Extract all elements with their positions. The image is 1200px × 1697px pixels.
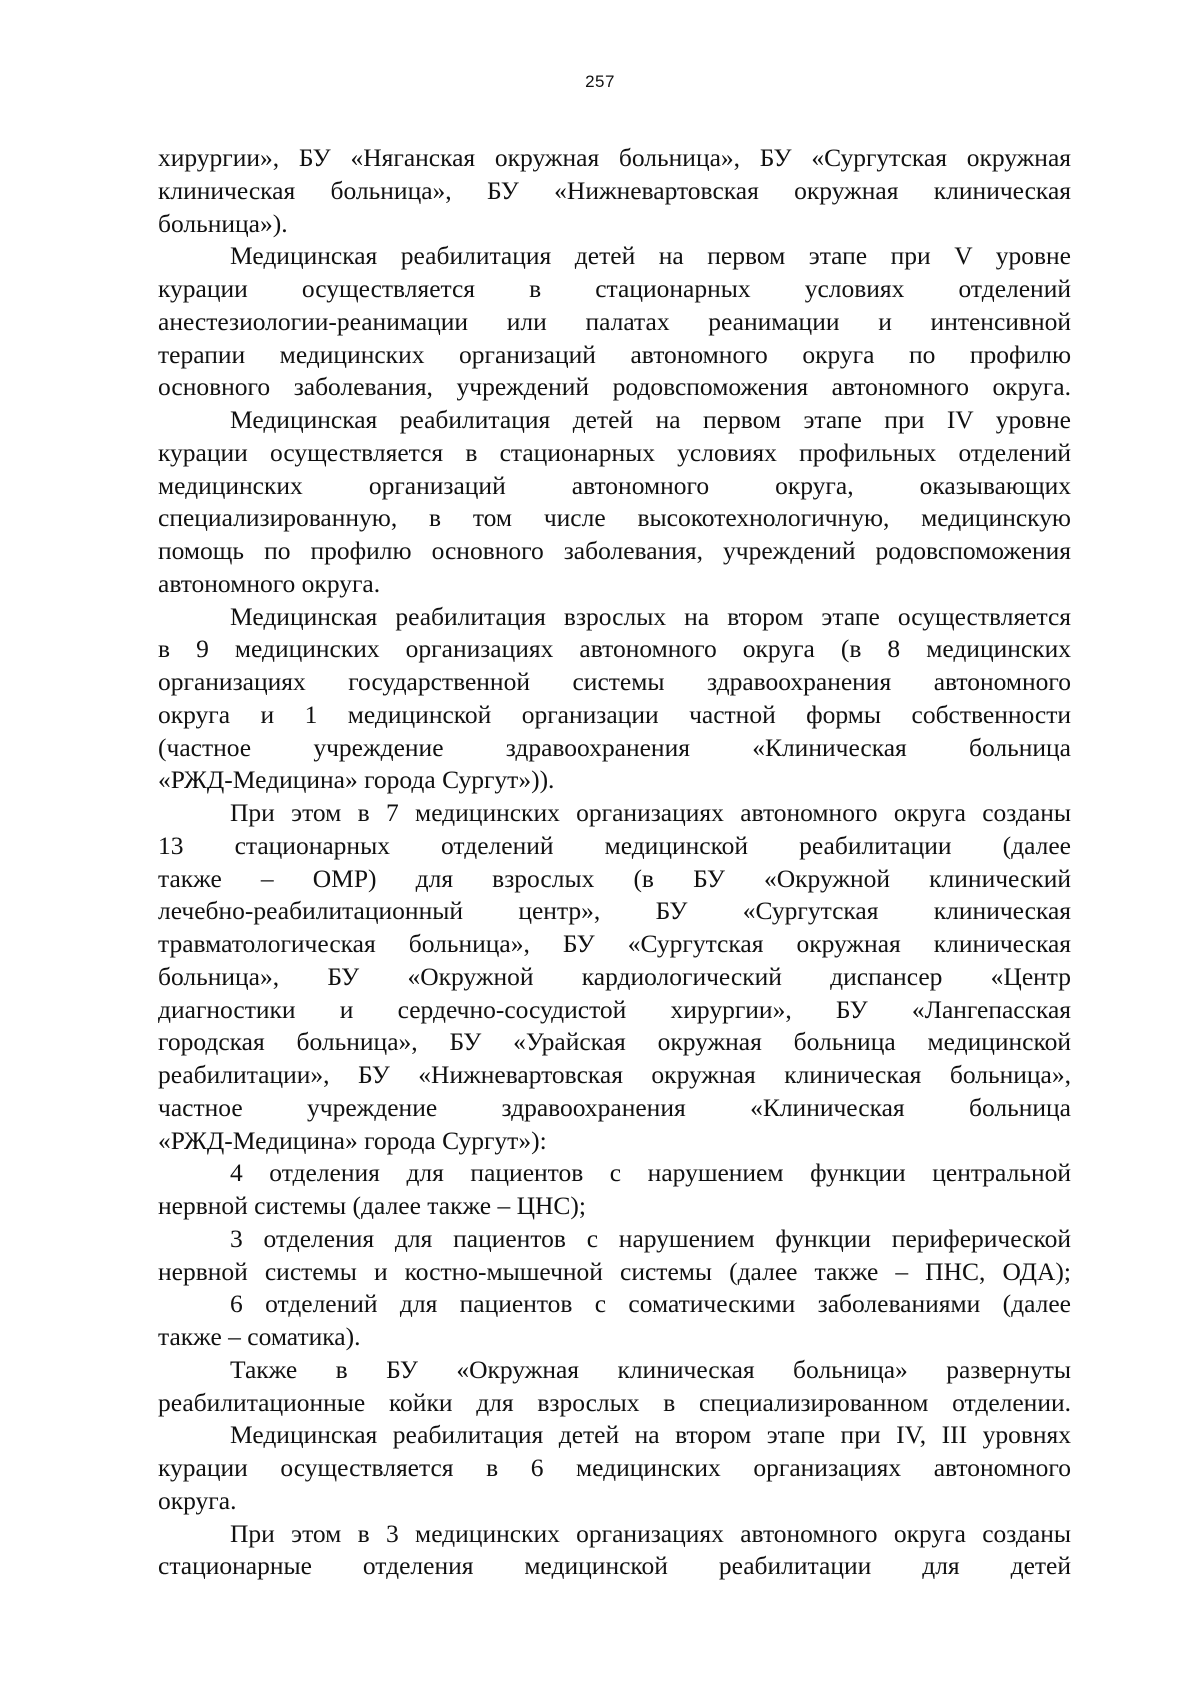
text-line: (частное учреждение здравоохранения «Клиническая больница [158,732,1071,762]
text-line: реабилитации», БУ «Нижневартовская окружная клиническая больница», [158,1060,1071,1089]
text-line: также – ОМР) для взрослых (в БУ «Окружной клинический [158,863,1071,893]
text-line: больница»). [158,208,288,238]
text-line: также – соматика). [158,1322,361,1351]
text-line: медицинских организаций автономного округа, оказывающих [158,470,1071,500]
text-line: реабилитационные койки для взрослых в специализированном отделении. [158,1387,1071,1417]
text-line: нервной системы (далее также – ЦНС); [158,1191,586,1220]
text-line: основного заболевания, учреждений родовспоможения автономного округа. [158,372,1071,402]
text-line: клиническая больница», БУ «Нижневартовская окружная клиническая [158,175,1071,205]
page-number: 257 [585,72,615,91]
text-line: курации осуществляется в стационарных условиях отделений [158,274,1071,303]
text-line: При этом в 7 медицинских организациях автономного округа созданы [230,798,1071,827]
text-line: Также в БУ «Окружная клиническая больница» развернуты [230,1354,1071,1384]
text-line: помощь по профилю основного заболевания, учреждений родовспоможения [158,536,1071,565]
text-line: частное учреждение здравоохранения «Клиническая больница [158,1092,1071,1122]
text-line: стационарные отделения медицинской реабилитации для детей [158,1551,1071,1581]
text-line: 13 стационарных отделений медицинской реабилитации (далее [158,830,1071,860]
text-line: организациях государственной системы здравоохранения автономного [158,667,1071,696]
text-line: диагностики и сердечно-сосудистой хирургии», БУ «Лангепасская [158,994,1071,1024]
text-line: нервной системы и костно-мышечной системы (далее также – ПНС, ОДА); [158,1256,1071,1286]
text-line: специализированную, в том числе высокотехнологичную, медицинскую [158,503,1071,533]
text-line: 4 отделения для пациентов с нарушением функции центральной [230,1158,1071,1188]
text-line: курации осуществляется в 6 медицинских организациях автономного [158,1453,1071,1482]
text-line: лечебно-реабилитационный центр», БУ «Сургутская клиническая [158,896,1071,926]
text-line: курации осуществляется в стационарных условиях профильных отделений [158,437,1071,467]
text-line: Медицинская реабилитация детей на втором этапе при IV, III уровнях [230,1420,1071,1450]
text-line: в 9 медицинских организациях автономного округа (в 8 медицинских [158,634,1071,664]
text-line: хирургии», БУ «Няганская окружная больница», БУ «Сургутская окружная [158,143,1071,172]
text-line: автономного округа. [158,568,381,598]
text-line: 6 отделений для пациентов с соматическими заболеваниями (далее [230,1289,1071,1319]
text-line: «РЖД-Медицина» города Сургут»)). [158,765,555,795]
document-body [158,142,1071,1583]
text-line: 3 отделения для пациентов с нарушением функции периферической [230,1223,1071,1253]
text-line: Медицинская реабилитация взрослых на втором этапе осуществляется [230,601,1071,631]
text-line: анестезиологии-реанимации или палатах реанимации и интенсивной [158,306,1071,336]
text-line: Медицинская реабилитация детей на первом этапе при V уровне [230,241,1071,271]
text-line: округа. [158,1485,237,1515]
text-line: Медицинская реабилитация детей на первом этапе при IV уровне [230,405,1071,434]
text-line: терапии медицинских организаций автономного округа по профилю [158,339,1071,369]
text-line: округа и 1 медицинской организации частной формы собственности [158,699,1071,729]
text-line: городская больница», БУ «Урайская окружная больница медицинской [158,1027,1071,1057]
text-line: травматологическая больница», БУ «Сургутская окружная клиническая [158,929,1071,958]
text-line: больница», БУ «Окружной кардиологический диспансер «Центр [158,961,1071,991]
text-line: «РЖД-Медицина» города Сургут»): [158,1125,547,1155]
text-line: При этом в 3 медицинских организациях автономного округа созданы [230,1518,1071,1548]
